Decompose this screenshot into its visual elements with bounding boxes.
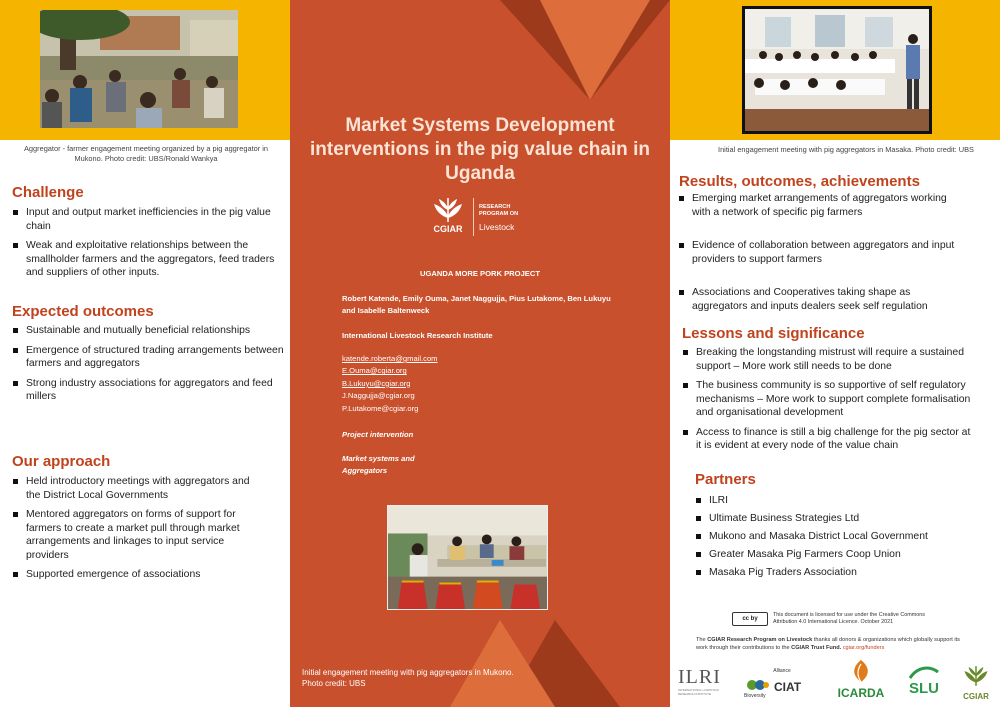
center-photo-caption <box>302 667 514 689</box>
left-column <box>0 0 290 707</box>
cgiar-leaf-icon <box>962 662 990 690</box>
research-program-line2: PROGRAM ON <box>479 211 519 217</box>
research-program-line1: RESEARCH <box>479 204 511 210</box>
thanks-prefix: The <box>696 637 706 643</box>
logo-divider <box>473 198 474 236</box>
list-item: The business community is so supportive of self regulatory mechanisms – More work to support complete formalisation and organisational development <box>682 379 972 420</box>
list-item: Emergence of structured trading arrangements between farmers and aggregators <box>12 344 284 371</box>
icarda-label: ICARDA <box>837 686 885 700</box>
alliance-label: Alliance <box>773 668 791 674</box>
results-list <box>678 192 966 319</box>
license-text: This document is licensed for use under the Creative Commons Attribution 4.0 International Licence. October 2021 <box>773 612 925 626</box>
right-photo-caption: Initial engagement meeting with pig aggregators in Masaka. Photo credit: UBS <box>718 145 974 154</box>
research-program-label <box>479 204 539 218</box>
list-item: Sustainable and mutually beneficial relationships <box>12 324 284 338</box>
funders-acknowledgement <box>696 636 971 652</box>
ilri-logo-text: ILRI <box>678 666 721 688</box>
list-item: Strong industry associations for aggregators and feed millers <box>12 377 284 404</box>
slu-label: SLU <box>909 680 939 697</box>
slu-swoosh-icon <box>908 664 940 680</box>
icarda-leaf-icon <box>847 660 875 682</box>
thanks-org: CGIAR Research Program on Livestock <box>707 637 813 643</box>
alliance-bioversity-ciat-logo <box>744 668 820 704</box>
left-photo-caption: Aggregator - farmer engagement meeting organized by a pig aggregator in Mukono. Photo credit: UBS/Ronald Wankya <box>23 144 269 163</box>
project-name: UGANDA MORE PORK PROJECT <box>420 269 540 278</box>
expected-outcomes-heading: Expected outcomes <box>12 303 154 320</box>
thanks-middle: thanks all donors & organizations which globally support its work through their contributions to the <box>696 637 960 651</box>
lessons-heading: Lessons and significance <box>682 325 865 342</box>
list-item: Weak and exploitative relationships between the smallholder farmers and the aggregators, feed traders and suppliers of other inputs. <box>12 239 284 280</box>
challenge-heading: Challenge <box>12 184 84 201</box>
list-item: Evidence of collaboration between aggregators and input providers to support farmers <box>678 239 966 266</box>
creative-commons-badge: cc by <box>732 612 768 626</box>
email-text: J.Naggujja@cgiar.org <box>342 391 415 401</box>
list-item: Greater Masaka Pig Farmers Coop Union <box>695 548 985 562</box>
bioversity-icon <box>746 678 770 692</box>
list-item: Input and output market inefficiencies in the pig value chain <box>12 206 284 233</box>
our-approach-list <box>12 475 262 588</box>
intervention-value-line1: Market systems and <box>342 454 415 463</box>
lessons-list <box>682 346 972 459</box>
list-item: Mentored aggregators on forms of support for farmers to create a market pull through market arrangements and linkages to input service providers <box>12 508 262 562</box>
list-item: Access to finance is still a big challenge for the pig sector at it is evident at every node of the value chain <box>682 426 972 453</box>
intervention-value-line2: Aggregators <box>342 466 388 475</box>
authors: Robert Katende, Emily Ouma, Janet Naggujja, Pius Lutakome, Ben Lukuyu and Isabelle Baltenweck <box>342 294 611 315</box>
center-photo-caption-line1: Initial engagement meeting with pig aggregators in Mukono. <box>302 668 514 677</box>
institute: International Livestock Research Institute <box>342 331 493 340</box>
icarda-logo <box>835 660 887 704</box>
results-heading: Results, outcomes, achievements <box>679 173 920 190</box>
our-approach-heading: Our approach <box>12 453 111 470</box>
email-link[interactable]: katende.roberta@gmail.com <box>342 354 438 363</box>
cgiar-logo <box>956 662 996 704</box>
list-item: Breaking the longstanding mistrust will require a sustained support – More work still needs to be done <box>682 346 972 373</box>
challenge-list <box>12 206 284 286</box>
list-item: Emerging market arrangements of aggregators working with a network of specific pig farmers <box>678 192 966 219</box>
cgiar-livestock-logo <box>425 196 535 240</box>
cgiar-leaf-icon <box>431 196 465 224</box>
email-text: P.Lutakome@cgiar.org <box>342 403 419 413</box>
right-column <box>670 0 1000 707</box>
expected-outcomes-list <box>12 324 284 410</box>
mukono-farmer-meeting-photo <box>40 10 238 128</box>
email-list <box>342 353 438 415</box>
center-photo-caption-line2: Photo credit: UBS <box>302 679 366 688</box>
cgiar-label: CGIAR <box>963 692 989 701</box>
partners-heading: Partners <box>695 471 756 488</box>
masaka-meeting-photo <box>742 6 932 134</box>
list-item: Mukono and Masaka District Local Government <box>695 530 985 544</box>
ilri-logo <box>678 666 726 704</box>
list-item: Held introductory meetings with aggregators and the District Local Governments <box>12 475 262 502</box>
center-column <box>290 0 670 707</box>
thanks-fund: CGIAR Trust Fund. <box>791 645 842 651</box>
mukono-aggregator-meeting-photo <box>387 505 548 610</box>
email-link[interactable]: B.Lukuyu@cgiar.org <box>342 378 411 388</box>
bioversity-label: Bioversity <box>744 693 766 699</box>
slu-logo <box>904 664 944 704</box>
cgiar-name: CGIAR <box>433 224 463 234</box>
intervention-label: Project intervention <box>342 430 414 439</box>
ilri-logo-subtext: INTERNATIONAL LIVESTOCK RESEARCH INSTITUTE <box>678 688 720 696</box>
partners-list <box>695 494 985 584</box>
funders-link[interactable]: cgiar.org/funders <box>842 645 885 651</box>
livestock-label: Livestock <box>479 222 515 232</box>
poster-title: Market Systems Development interventions in the pig value chain in Uganda <box>310 115 650 184</box>
list-item: Supported emergence of associations <box>12 568 262 582</box>
list-item: ILRI <box>695 494 985 508</box>
list-item: Ultimate Business Strategies Ltd <box>695 512 985 526</box>
email-link[interactable]: E.Ouma@cgiar.org <box>342 366 407 376</box>
ciat-label: CIAT <box>774 680 802 694</box>
list-item: Masaka Pig Traders Association <box>695 566 985 580</box>
list-item: Associations and Cooperatives taking shape as aggregators and inputs dealers seek self regulation <box>678 286 966 313</box>
